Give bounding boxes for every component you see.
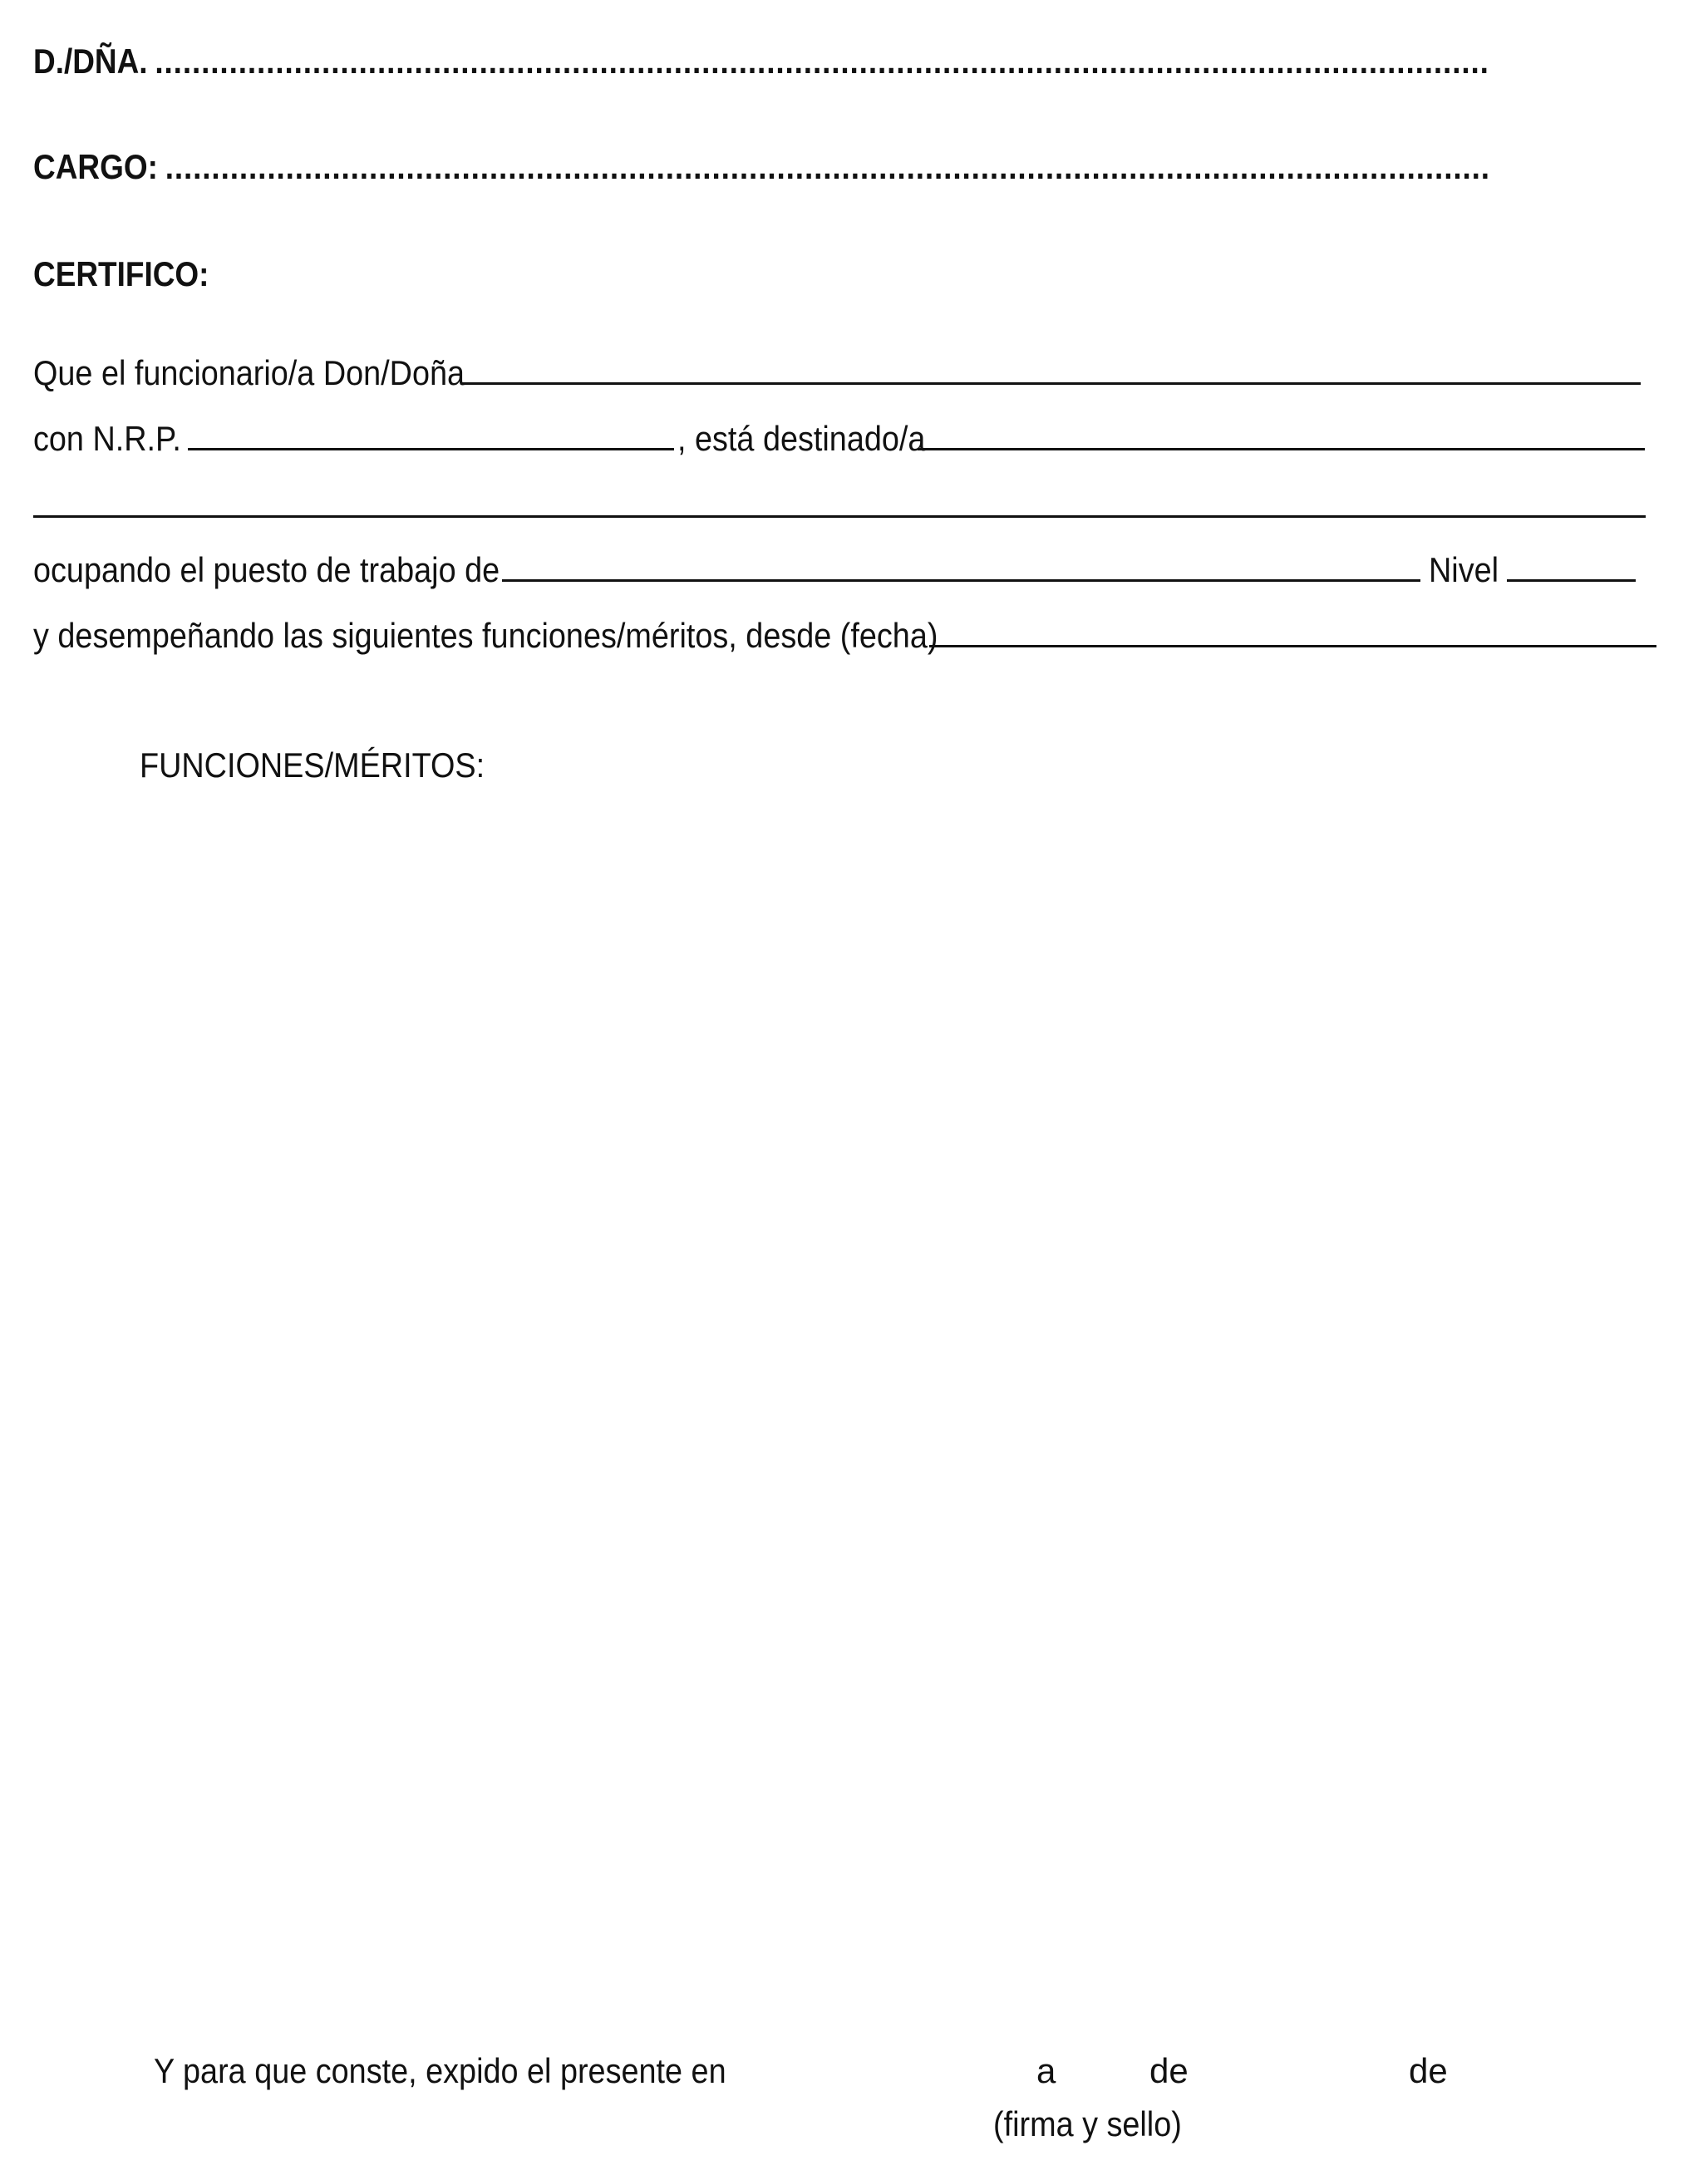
name-field-row: [33, 42, 1489, 81]
closing-a: a: [1036, 2051, 1056, 2090]
puesto-blank[interactable]: [502, 554, 1420, 582]
destinado-label: , está destinado/a: [677, 419, 926, 458]
nivel-label: Nivel: [1429, 550, 1499, 589]
cargo-dotted-line[interactable]: [165, 147, 1489, 187]
closing-de-2: de: [1409, 2051, 1448, 2090]
funciones-fecha-row: [33, 616, 1660, 656]
destino-continuation-row: [33, 490, 1649, 518]
closing-text: Y para que conste, expido el presente en: [154, 2051, 726, 2090]
puesto-label: ocupando el puesto de trabajo de: [33, 550, 500, 589]
certifico-title: CERTIFICO:: [33, 254, 209, 293]
name-dotted-line[interactable]: [155, 42, 1489, 81]
funciones-fecha-label: y desempeñando las siguientes funciones/méritos, desde (fecha): [33, 616, 938, 655]
cargo-field-row: [33, 147, 1489, 187]
puesto-row: [33, 550, 1639, 590]
fecha-blank[interactable]: [929, 620, 1656, 647]
official-name-blank[interactable]: [460, 357, 1641, 385]
nrp-label: con N.R.P.: [33, 419, 181, 458]
name-label: D./DÑA.: [33, 42, 148, 81]
official-name-label: Que el funcionario/a Don/Doña: [33, 353, 465, 392]
destino-blank[interactable]: [918, 423, 1645, 450]
cargo-label: CARGO:: [33, 147, 158, 186]
nrp-row: [33, 419, 1648, 459]
official-name-row: [33, 353, 1644, 393]
signature-caption: (firma y sello): [993, 2104, 1182, 2143]
nrp-blank[interactable]: [188, 423, 674, 450]
funciones-meritos-heading: FUNCIONES/MÉRITOS:: [140, 746, 485, 785]
closing-de-1: de: [1149, 2051, 1189, 2090]
nivel-blank[interactable]: [1507, 554, 1636, 582]
destino-continuation-blank[interactable]: [33, 490, 1646, 518]
